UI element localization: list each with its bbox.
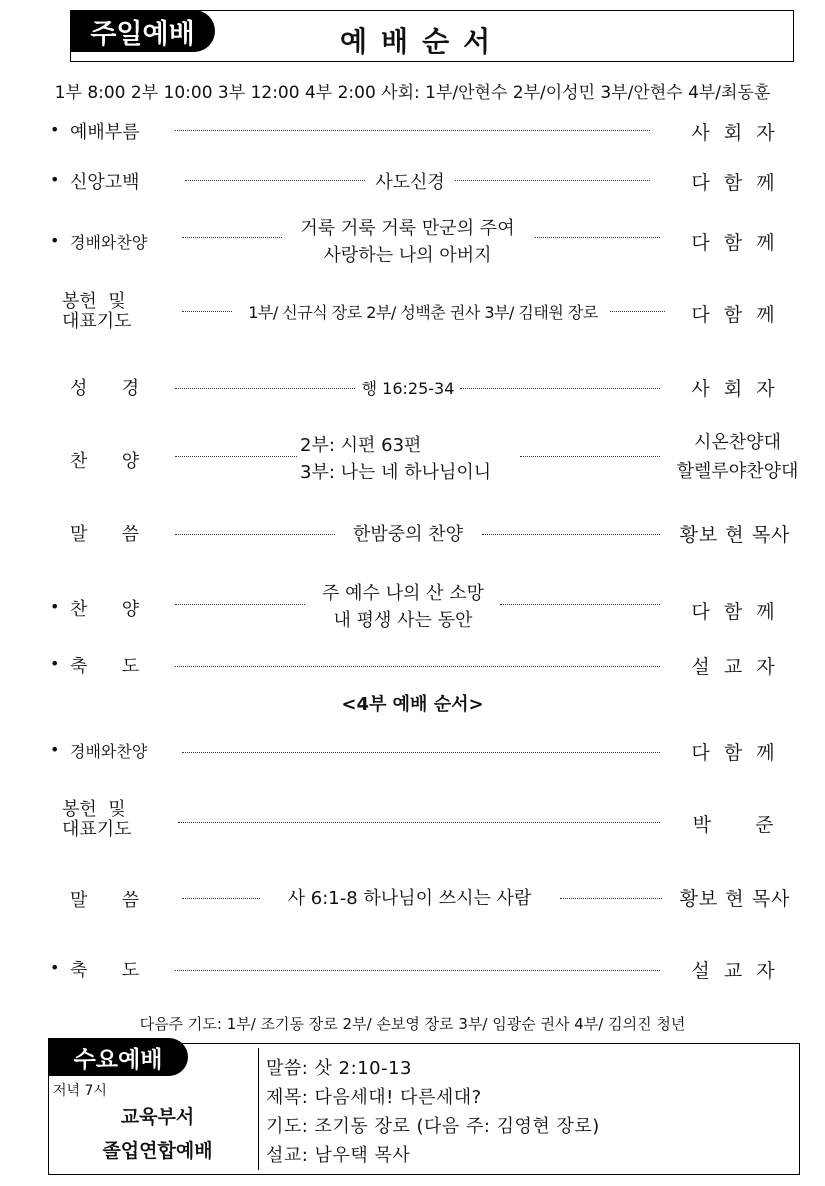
order-role: 박 준 (692, 814, 778, 836)
wednesday-time: 저녁 7시 (53, 1083, 107, 1099)
sunday-service-badge: 주일예배 (70, 10, 215, 52)
wednesday-title-line: 교육부서 (120, 1106, 195, 1128)
content-line: 사랑하는 나의 아버지 (323, 245, 492, 266)
dot-leader (175, 534, 335, 535)
order-content (308, 580, 498, 634)
content-line: 내 평생 사는 동안 (333, 610, 473, 631)
bullet: • (50, 170, 60, 189)
dot-leader (175, 970, 660, 971)
dot-leader (520, 456, 660, 457)
order-content: 사도신경 (375, 172, 445, 193)
content-line: 3부: 나는 네 하나님이니 (300, 462, 492, 483)
order-label: 경배와찬양 (70, 233, 148, 252)
content-line: 주 예수 나의 산 소망 (322, 583, 484, 604)
dot-leader (175, 456, 297, 457)
dot-leader (185, 180, 365, 181)
order-content: 행 16:25-34 (361, 379, 455, 398)
dot-leader (610, 311, 665, 312)
dot-leader (455, 180, 650, 181)
order-label: 경배와찬양 (70, 742, 148, 761)
wednesday-sermon-title: 제목: 다음세대! 다른세대? (266, 1087, 482, 1108)
content-line: 2부: 시편 63편 (300, 435, 422, 456)
bullet: • (50, 958, 60, 977)
dot-leader (175, 604, 305, 605)
content-line: 거룩 거룩 거룩 만군의 주여 (300, 218, 515, 239)
role-line: 할렐루야찬양대 (676, 461, 799, 482)
dot-leader (560, 898, 662, 899)
order-role: 다 함 께 (691, 601, 779, 623)
order-label: 성 경 (70, 378, 140, 399)
dot-leader (482, 534, 660, 535)
wednesday-scripture: 말씀: 삿 2:10-13 (266, 1058, 412, 1079)
order-content (300, 432, 520, 486)
dot-leader (535, 237, 660, 238)
dot-leader (175, 388, 355, 389)
section-heading: <4부 예배 순서> (341, 694, 484, 715)
service-times-line: 1부 8:00 2부 10:00 3부 12:00 4부 2:00 사회: 1부/안현수 2부/이성민 3부/안현수 4부/최동훈 (54, 83, 771, 103)
dot-leader (182, 752, 660, 753)
order-role: 사 회 자 (691, 122, 779, 144)
order-content: 한밤중의 찬양 (352, 524, 464, 545)
order-label: 말 씀 (70, 524, 140, 545)
order-label: 예배부름 (70, 122, 140, 143)
order-content: 사 6:1-8 하나님이 쓰시는 사람 (287, 888, 532, 909)
order-content (285, 215, 530, 269)
bullet: • (50, 120, 60, 139)
order-label: 말 씀 (70, 890, 140, 911)
order-role: 황보 현 목사 (679, 888, 791, 910)
order-role: 다 함 께 (691, 742, 779, 764)
divider (258, 1048, 259, 1170)
order-label: 축 도 (70, 656, 140, 677)
dot-leader (500, 604, 660, 605)
dot-leader (182, 898, 260, 899)
wednesday-preacher: 설교: 남우택 목사 (266, 1145, 411, 1166)
order-role (665, 428, 810, 486)
dot-leader (182, 237, 282, 238)
wednesday-service-badge: 수요예배 (48, 1038, 188, 1076)
order-role: 황보 현 목사 (679, 524, 791, 546)
bullet: • (50, 231, 60, 250)
dot-leader (175, 130, 650, 131)
label-line: 대표기도 (62, 311, 132, 332)
order-role: 다 함 께 (691, 232, 779, 254)
bullet: • (50, 654, 60, 673)
order-label: 신앙고백 (70, 172, 140, 193)
order-label: 찬 양 (70, 599, 140, 620)
next-week-prayer: 다음주 기도: 1부/ 조기동 장로 2부/ 손보영 장로 3부/ 임광순 권사 4부/ 김의진 청년 (139, 1015, 686, 1033)
order-label: 축 도 (70, 960, 140, 981)
bullet: • (50, 740, 60, 759)
page-title: 예배순서 (340, 25, 505, 58)
order-role: 다 함 께 (691, 172, 779, 194)
dot-leader (175, 666, 660, 667)
bullet: • (50, 597, 60, 616)
order-label (62, 292, 132, 332)
order-label (62, 800, 132, 840)
order-role: 다 함 께 (691, 304, 779, 326)
dot-leader (178, 822, 660, 823)
wednesday-title-line: 졸업연합예배 (102, 1140, 213, 1162)
dot-leader (460, 388, 660, 389)
dot-leader (182, 311, 232, 312)
label-line: 봉헌 및 (62, 799, 126, 820)
order-role: 설 교 자 (691, 656, 779, 678)
order-content: 1부/ 신규식 장로 2부/ 성백춘 권사 3부/ 김태원 장로 (248, 303, 598, 322)
label-line: 봉헌 및 (62, 291, 126, 312)
label-line: 대표기도 (62, 819, 132, 840)
order-label: 찬 양 (70, 451, 140, 472)
order-role: 사 회 자 (691, 378, 779, 400)
order-role: 설 교 자 (691, 960, 779, 982)
role-line: 시온찬양대 (694, 432, 781, 453)
wednesday-prayer: 기도: 조기동 장로 (다음 주: 김영현 장로) (266, 1116, 600, 1137)
